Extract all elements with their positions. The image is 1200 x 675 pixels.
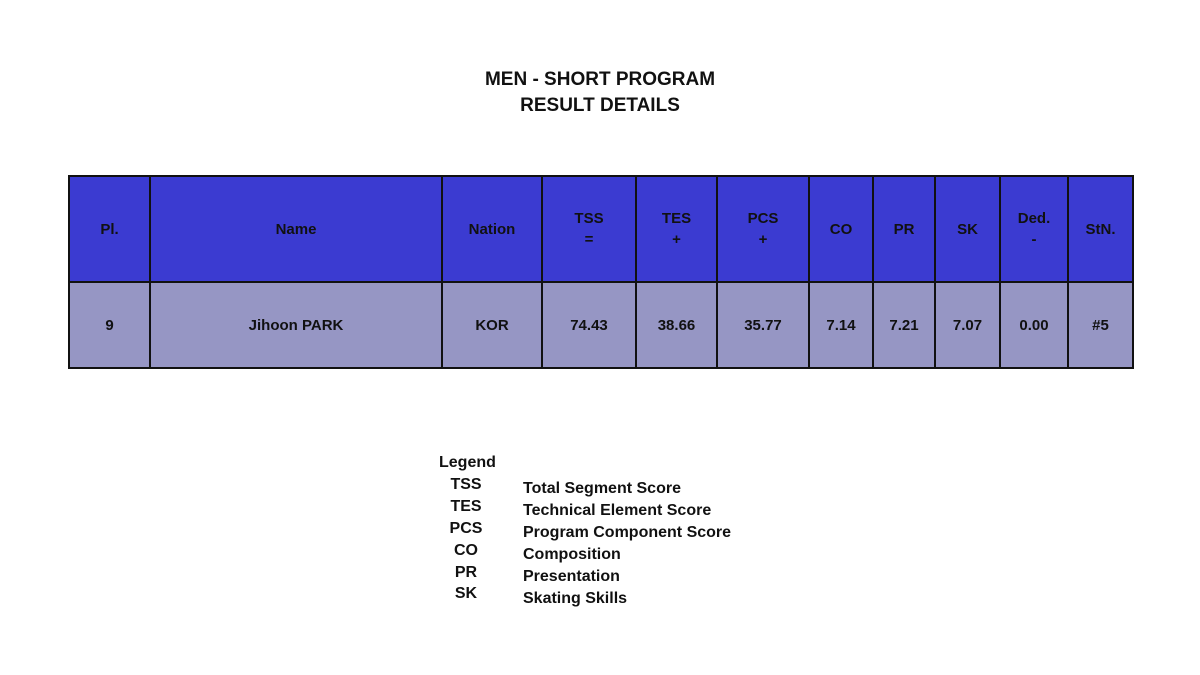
- legend-desc-sk: Skating Skills: [523, 590, 628, 607]
- cell-co: 7.14: [809, 282, 873, 368]
- cell-pcs: 35.77: [717, 282, 809, 368]
- legend-abbr-pr: PR: [454, 564, 478, 581]
- header-stn: StN.: [1068, 176, 1133, 282]
- legend-desc-co: Composition: [523, 546, 621, 563]
- legend-title: Legend: [439, 454, 496, 471]
- header-name: Name: [150, 176, 442, 282]
- cell-tes: 38.66: [636, 282, 717, 368]
- cell-ded: 0.00: [1000, 282, 1068, 368]
- cell-sk: 7.07: [935, 282, 1000, 368]
- cell-name: Jihoon PARK: [150, 282, 442, 368]
- header-tes: TES +: [636, 176, 717, 282]
- page-title: MEN - SHORT PROGRAM: [484, 69, 716, 90]
- legend-abbr-tes: TES: [450, 498, 482, 515]
- legend-desc-pcs: Program Component Score: [523, 524, 732, 541]
- header-tss: TSS =: [542, 176, 636, 282]
- legend-desc-pr: Presentation: [523, 568, 620, 585]
- cell-pr: 7.21: [873, 282, 935, 368]
- header-pr: PR: [873, 176, 935, 282]
- header-nation: Nation: [442, 176, 542, 282]
- legend-desc-tes: Technical Element Score: [523, 502, 712, 519]
- cell-nation: KOR: [442, 282, 542, 368]
- header-place: Pl.: [69, 176, 150, 282]
- results-table: [68, 175, 1134, 369]
- legend-abbr-sk: SK: [454, 585, 478, 602]
- page-subtitle: RESULT DETAILS: [520, 95, 680, 116]
- header-sk: SK: [935, 176, 1000, 282]
- header-row: [69, 176, 1133, 282]
- legend-abbr-co: CO: [454, 542, 478, 559]
- header-ded: Ded. -: [1000, 176, 1068, 282]
- header-co: CO: [809, 176, 873, 282]
- legend-abbr-pcs: PCS: [449, 520, 483, 537]
- cell-tss: 74.43: [542, 282, 636, 368]
- header-pcs: PCS +: [717, 176, 809, 282]
- cell-stn: #5: [1068, 282, 1133, 368]
- table-row: [69, 282, 1133, 368]
- legend-abbr-tss: TSS: [450, 476, 482, 493]
- cell-place: 9: [69, 282, 150, 368]
- legend-desc-tss: Total Segment Score: [523, 480, 681, 497]
